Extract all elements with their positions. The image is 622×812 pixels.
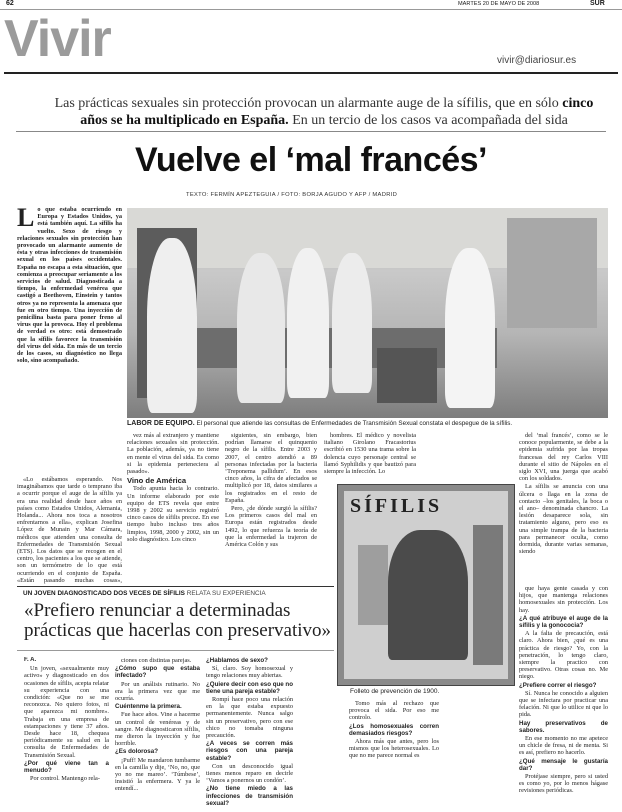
photo-person [147, 238, 197, 413]
poster-image [337, 484, 515, 686]
article-col3-text-b: Pero, ¿de dónde surgió la sífilis? Los primeros casos del mal en Europa están registrados desde 1492, lo que refuerza la teoría de que la enfermedad la trajeron de América Colón y sus [225, 505, 317, 549]
photo-person [287, 248, 329, 398]
interview-quote-rule [17, 650, 334, 651]
interview-question: ¿Prefiere correr el riesgo? [519, 681, 597, 689]
interview-question: Hay preservativos de sabores. [519, 719, 608, 734]
interview-c2-text: ciones con distintas parejas. [121, 657, 192, 664]
article-column-2 [127, 432, 219, 582]
article-intro: o que estaba ocurriendo en Europa y Estados Unidos, ya está también aquí. La sífilis ha vuelto. Sexo de riesgo y relaciones sexuales sin protección han provocado un alarmante aumento de ésta y otras infecciones de transmisión sexual en los países occidentales. España no escapa a esta situación, que comienza a preocupar seriamente a los servicios de salud. Diagnosticada a tiempo, la enfermedad venérea que castigó a Beethoven, Einstein y tantos otros ya no representa la amenaza que fue en otro tiempo. Una inyección de penicilina basta para poner freno al virus que la provoca. Hoy el problema de verdad es otro: está demostrado que la sífilis favorece la transmisión del virus del sida. En más de un tercio de los casos, su diagnóstico no llega solo, sino acompañado. [17, 206, 122, 365]
standfirst-rule [16, 131, 606, 132]
interview-c4-text: Tomo más al rechazo que provoca el sida. Por eso me controlo. [349, 700, 439, 722]
section-rule [4, 72, 618, 74]
poster-skeleton-figure [388, 530, 468, 660]
interview-answer: A la falta de precaución, está claro. Ahora bien, ¿qué es una práctica de riesgo? Yo, con la penetración, lo tengo claro, siempre la practico con preservativo. Otras cosas no. Me niego. [519, 630, 608, 681]
poster-figure-left [358, 545, 388, 625]
interview-question: ¿No tiene miedo a las infecciones de transmisión sexual? [206, 785, 293, 807]
article-column-4 [324, 432, 416, 482]
interview-question: ¿Hablamos de sexo? [206, 657, 268, 664]
photo-person [332, 253, 372, 393]
poster-figure-right [473, 525, 503, 665]
team-photo [127, 208, 608, 418]
article-column-3 [225, 432, 317, 582]
section-email[interactable]: vivir@diariosur.es [497, 55, 577, 66]
interview-answer: Rompí hace poco una relación en la que estaba expuesto permanentemente. Nunca salgo sin un preservativo, pero con ese chico no tomaba ninguna precaución. [206, 696, 293, 740]
byline: TEXTO: FERMÍN APEZTEGUIA / FOTO: BORJA AGUDO Y AFP / MADRID [186, 192, 398, 198]
article-col2-text-b: Todo apunta hacia lo contrario. Un informe elaborado por este equipo de ETS revela que entre 1998 y 2002 su servicio registró cinco casos de sífilis precoz. En ese tiempo hubo incluso tres años limpios, 1998, 2000 y 2002, sin un solo diagnóstico. Los cinco [127, 485, 219, 543]
interview-answer: En ese momento no me apetece un chicle de fresa, ni de menta. Si es así, prefiero no hacerlo. [519, 735, 608, 757]
interview-column-5 [519, 585, 608, 807]
interview-column-1 [24, 657, 109, 807]
article-col5-text: del ‘mal francés’, como se le conoce popularmente, se debe a la epidemia sufrida por las tropas francesas del rey Carlos VIII durante el sitio de Nápoles en el siglo XVI, una juerga que acabó con los soldados. [519, 432, 608, 483]
subhead: Vino de América [127, 476, 187, 486]
interview-answer: ¡Puff! Me mandaron tumbarme en la camilla y dije, ‘No, no, que yo no me mareo’. ‘Túmbese’, insistió la enfermera. Y ya le entendí... [115, 756, 200, 793]
interview-answer: Fue hace años. Vine a hacerme un control de venéreas y de sangre. Me diagnosticaron sífilis, me dieron la inyección y fue horrible. [115, 711, 200, 748]
interview-question: ¿Cómo supo que estaba infectado? [115, 665, 200, 680]
photo-caption [127, 420, 608, 428]
headline: Vuelve el ‘mal francés’ [135, 141, 487, 179]
interview-quote: «Prefiero renunciar a determinadas prácticas que hacerlas con preservativo» [24, 600, 332, 641]
article-column-5 [519, 432, 608, 582]
interview-author: F. A. [24, 657, 37, 663]
interview-column-2 [115, 657, 200, 807]
interview-question: ¿Los homosexuales corren demasiados riesgos? [349, 722, 439, 737]
photo-bench [377, 348, 437, 403]
interview-question: ¿Qué mensaje le gustaría dar? [519, 757, 608, 772]
standfirst-part2: En un tercio de los casos va acompañada del sida [292, 113, 568, 128]
interview-question: Cuéntenme la primera. [115, 703, 182, 711]
issue-date: MARTES 20 DE MAYO DE 2008 [458, 1, 540, 7]
photo-window [507, 218, 597, 328]
article-col4-text: hombres. El médico y novelista italiano Girolano Fracastorius escribió en 1530 una trama sobre la dolencia cuyo personaje central se llamó Syphilidis y que bautizó para siempre la infección. Lo [324, 432, 416, 476]
kicker-tail: RELATA SU EXPERIENCIA [186, 590, 266, 597]
dropcap: L [17, 206, 35, 232]
standfirst [44, 95, 604, 129]
interview-column-3 [206, 657, 293, 807]
article-column-1-cont [17, 476, 122, 584]
interview-answer: Por control. Mantengo rela- [30, 775, 100, 783]
interview-column-4 [349, 700, 439, 808]
paper-name: SUR [590, 0, 605, 7]
interview-top-rule [17, 586, 334, 587]
page-number: 62 [6, 0, 14, 7]
article-col3-text: siguientes, sin embargo, bien podrían llamarse el quinquenio negro de la sífilis. Entre 2003 y 2007, el centro atendió a 89 personas infectadas por la bacteria ‘Treponema pallidum’. En esos cinco años, la cifra de afectados se multiplicó por 18, datos similares a los registrados en el resto de España. [225, 432, 317, 504]
interview-c5-text: que haya gente casada y con hijos, que mantenga relaciones homosexuales sin protección. Los hay. [519, 585, 608, 614]
interview-answer: Con un desconocido igual tienes menos reparo en decirle ‘Vamos a ponernos un condón’. [206, 762, 293, 785]
interview-answer: Sí. Nunca he conocido a alguien que se infectara por practicar una felación. Ni que lo utilice ni que lo pida. [519, 689, 608, 719]
article-col2-text: vez más al extranjero y mantiene relaciones sexuales sin protección. La población, además, ya no tiene en mente el virus del sida. Es como si la epidemia perteneciera al pasado». [127, 432, 219, 476]
interview-question: ¿A veces se corren más riesgos con una pareja estable? [206, 740, 293, 762]
interview-answer: Por un análisis rutinario. No era la primera vez que me ocurría. [115, 680, 200, 703]
standfirst-part1: Las prácticas sexuales sin protección provocan un alarmante auge de la sífilis, que en sólo [54, 96, 559, 111]
interview-kicker [23, 590, 266, 598]
interview-c1-text: Un joven, «sexualmente muy activo» y diagnosticado en dos ocasiones de sífilis, acepta relatar su experiencia con una condición: «Que no se me reconozca. No quiero fotos, ni que aparezca mi nombre». Trabaja en una empresa de estampaciones y tiene 37 años. Desde hace 18, chequea periódicamente su salud en la consulta de Enfermedades de Transmisión Sexual. [24, 665, 109, 759]
poster-caption: Folleto de prevención de 1900. [350, 688, 440, 695]
kicker-bold: UN JOVEN DIAGNOSTICADO DOS VECES DE SÍFILIS [23, 590, 185, 597]
interview-question: ¿Es dolorosa? [115, 748, 158, 756]
caption-text: El personal que atiende las consultas de Enfermedades de Transmisión Sexual constata el despegue de la sífilis. [196, 420, 513, 427]
interview-question: ¿Quiere decir con eso que no tiene una pareja estable? [206, 680, 293, 695]
interview-answer: Sí, claro. Soy homosexual y tengo relaciones muy abiertas. [206, 665, 293, 680]
interview-question: ¿A qué atribuye el auge de la sífilis y la gonococia? [519, 614, 608, 630]
article-col5-text-b: La sífilis se anuncia con una úlcera o llaga en la zona de contacto –los genitales, la boca o el ano– denominada chancro. La lesión desaparece sola, sin tratamiento alguno, pero eso es una simple trampa de la bacteria para permanecer oculta, como dormida, durante varias semanas, siendo [519, 483, 608, 556]
interview-question: ¿Por qué viene tan a menudo? [24, 759, 109, 775]
photo-person [237, 253, 285, 403]
section-title: Vivir [4, 10, 111, 68]
interview-answer: Ahora más que antes, pero los mismos que los heterosexuales. Lo que no me parece normal es [349, 738, 439, 760]
standfirst-bold: cinco años se ha multiplicado en España. [80, 96, 594, 128]
caption-label: LABOR DE EQUIPO. [127, 420, 195, 427]
poster-title: SÍFILIS [350, 495, 443, 517]
article-column-1 [17, 206, 122, 474]
photo-person [445, 248, 495, 408]
interview-answer: Protéjase siempre, pero si usted es como yo, por lo menos hágase revisiones periódicas. [519, 773, 608, 795]
article-col1-text: «Lo estábamos esperando. Nos imaginábamos que tarde o temprano iba a ocurrir porque el auge de la sífilis ya era una realidad desde hace años en países como Estados Unidos, Alemania, Holanda... Ahora nos toca a nosotros enfrentarnos a ella», explican Josefina López de Munain y Mar Cámara, médicos que atienden una consulta de Enfermedades de Transmisión Sexual (ETS). Los datos que se recogen en el centro, los pacientes a los que se atiende, son un termómetro de lo que está ocurriendo en el conjunto de España. «Están pasando muchas cosas», [17, 476, 122, 584]
